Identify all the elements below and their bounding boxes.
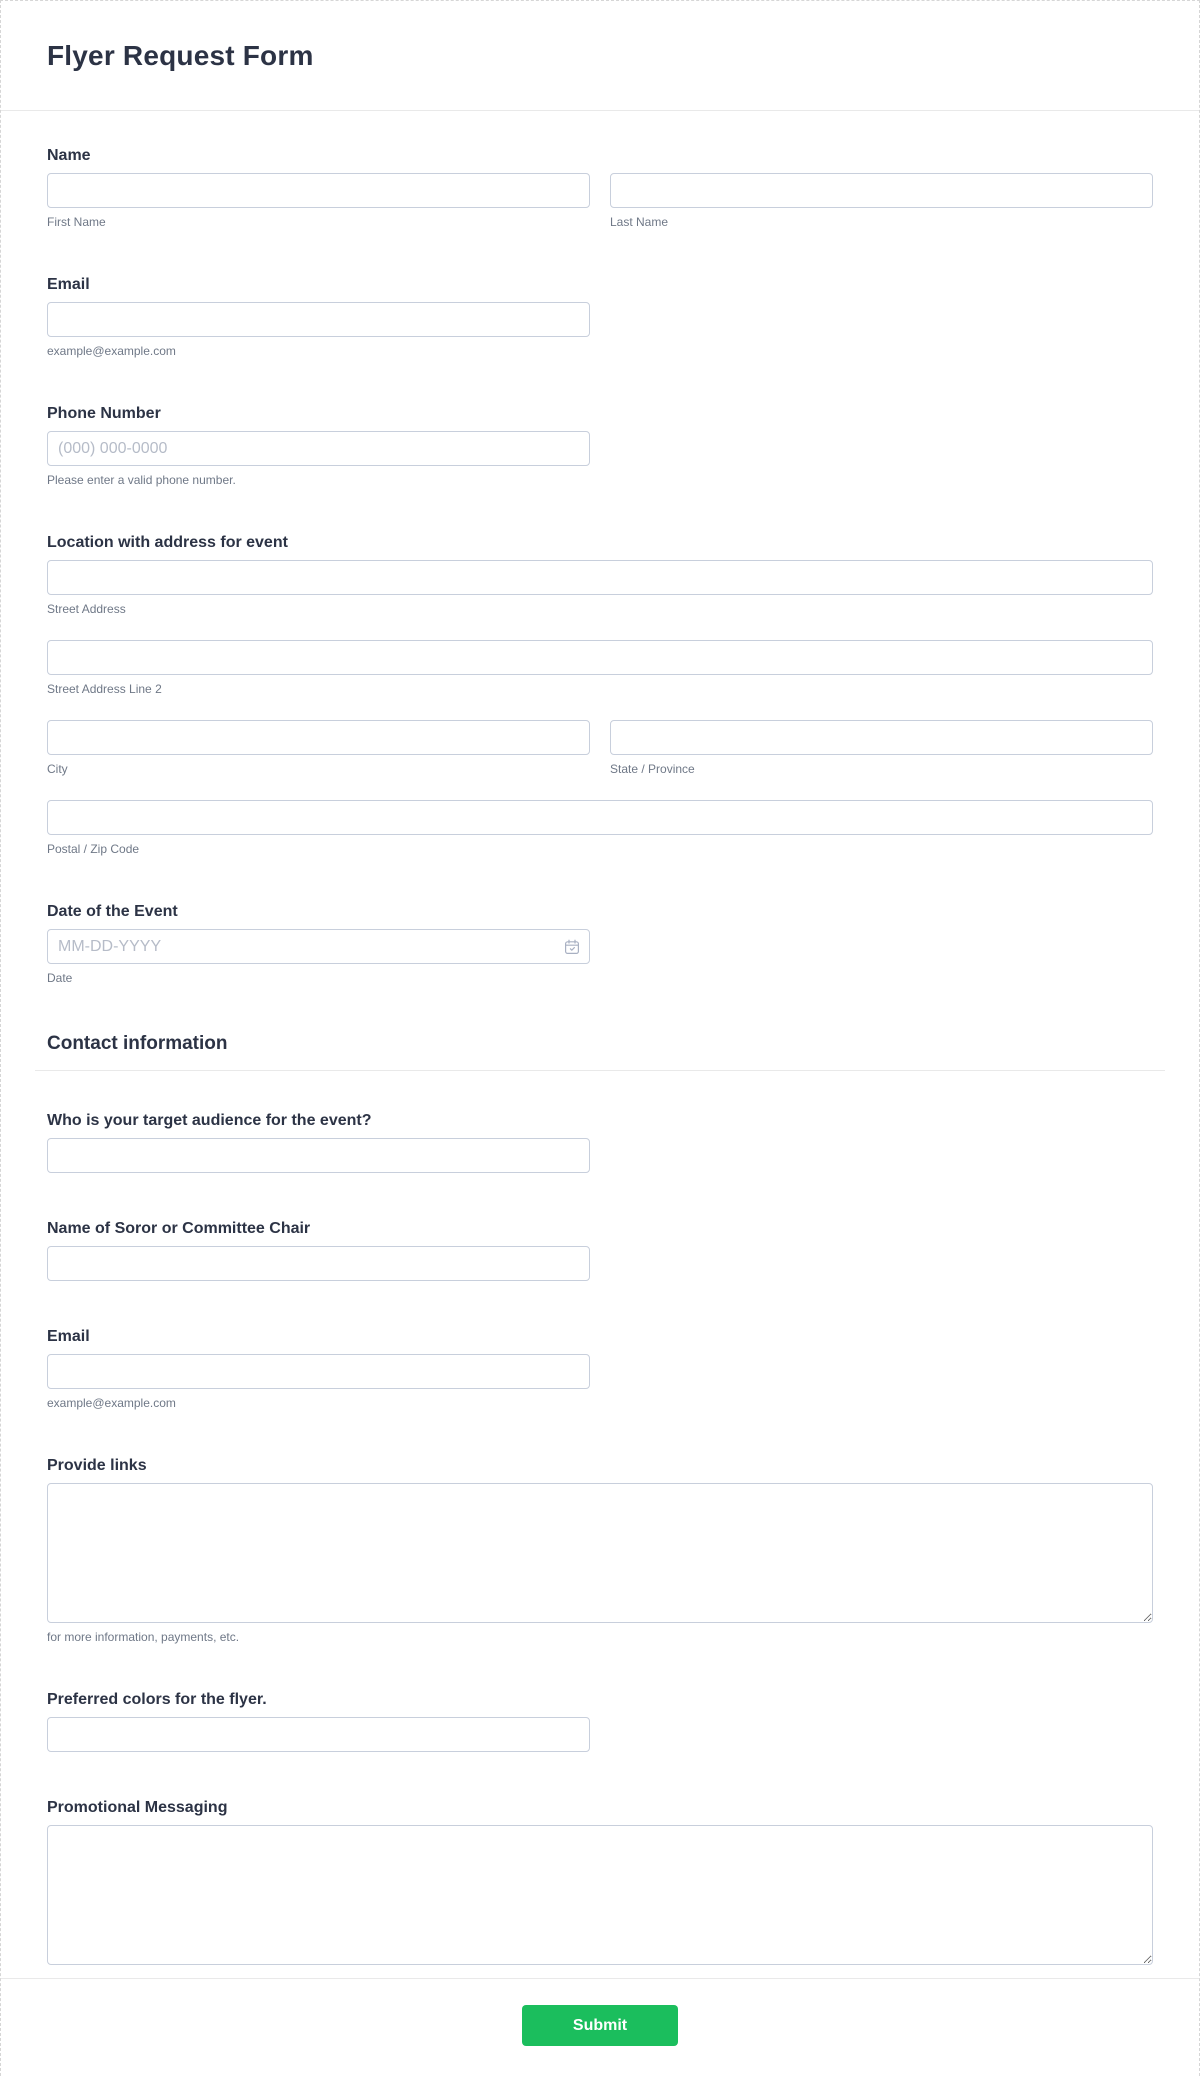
date-input[interactable] — [47, 929, 590, 964]
form-title: Flyer Request Form — [47, 39, 314, 71]
name-inputs-row — [47, 173, 1153, 229]
email2-input[interactable] — [47, 1354, 590, 1389]
first-name-sublabel: First Name — [47, 215, 106, 229]
field-audience-label: Who is your target audience for the event? — [47, 1112, 372, 1129]
field-email2 — [47, 1327, 1153, 1410]
field-phone-label: Phone Number — [47, 405, 161, 422]
phone-input[interactable] — [47, 431, 590, 466]
city-sublabel: City — [47, 762, 68, 776]
form-header — [1, 1, 1199, 111]
field-links — [47, 1456, 1153, 1644]
postal-sublabel: Postal / Zip Code — [47, 842, 140, 856]
field-date — [47, 902, 1153, 985]
field-audience — [47, 1111, 1153, 1173]
email-helper: example@example.com — [47, 344, 176, 358]
street-address-sublabel: Street Address — [47, 602, 126, 616]
field-preferred-colors-label: Preferred colors for the flyer. — [47, 1691, 267, 1708]
phone-helper: Please enter a valid phone number. — [47, 473, 236, 487]
postal-input[interactable] — [47, 800, 1153, 835]
city-col — [47, 720, 590, 776]
date-input-wrap — [47, 929, 590, 964]
submit-bar — [1, 1978, 1199, 2076]
field-email2-label: Email — [47, 1328, 90, 1345]
links-helper: for more information, payments, etc. — [47, 1630, 240, 1644]
submit-button[interactable]: Submit — [522, 2005, 678, 2046]
field-address — [47, 533, 1153, 856]
street-address2-input[interactable] — [47, 640, 1153, 675]
last-name-input[interactable] — [610, 173, 1153, 208]
field-name-label: Name — [47, 147, 91, 164]
last-name-col — [610, 173, 1153, 229]
field-date-label: Date of the Event — [47, 903, 178, 920]
postal-row — [47, 800, 1153, 856]
field-messaging-label: Promotional Messaging — [47, 1799, 228, 1816]
street-address2-row — [47, 640, 1153, 696]
contact-information-heading: Contact information — [47, 1033, 228, 1054]
field-email — [47, 275, 1153, 358]
field-preferred-colors — [47, 1690, 1153, 1752]
soror-input[interactable] — [47, 1246, 590, 1281]
first-name-input[interactable] — [47, 173, 590, 208]
field-soror-label: Name of Soror or Committee Chair — [47, 1220, 311, 1237]
street-address-row — [47, 560, 1153, 616]
field-links-label: Provide links — [47, 1457, 147, 1474]
state-input[interactable] — [610, 720, 1153, 755]
email-input[interactable] — [47, 302, 590, 337]
section-divider — [35, 1070, 1165, 1071]
city-input[interactable] — [47, 720, 590, 755]
last-name-sublabel: Last Name — [610, 215, 669, 229]
state-sublabel: State / Province — [610, 762, 695, 776]
date-sublabel: Date — [47, 971, 73, 985]
first-name-col — [47, 173, 590, 229]
provide-links-textarea[interactable] — [47, 1483, 1153, 1623]
field-messaging — [47, 1798, 1153, 1965]
email2-helper: example@example.com — [47, 1396, 176, 1410]
field-name — [47, 146, 1153, 229]
field-email-label: Email — [47, 276, 90, 293]
form-body — [1, 111, 1199, 1978]
street-address2-sublabel: Street Address Line 2 — [47, 682, 162, 696]
preferred-colors-input[interactable] — [47, 1717, 590, 1752]
field-phone — [47, 404, 1153, 487]
state-col — [610, 720, 1153, 776]
section-contact-heading-block — [47, 1032, 1153, 1055]
city-state-row — [47, 720, 1153, 776]
field-address-label: Location with address for event — [47, 534, 288, 551]
field-soror — [47, 1219, 1153, 1281]
street-address-input[interactable] — [47, 560, 1153, 595]
audience-input[interactable] — [47, 1138, 590, 1173]
promotional-messaging-textarea[interactable] — [47, 1825, 1153, 1965]
